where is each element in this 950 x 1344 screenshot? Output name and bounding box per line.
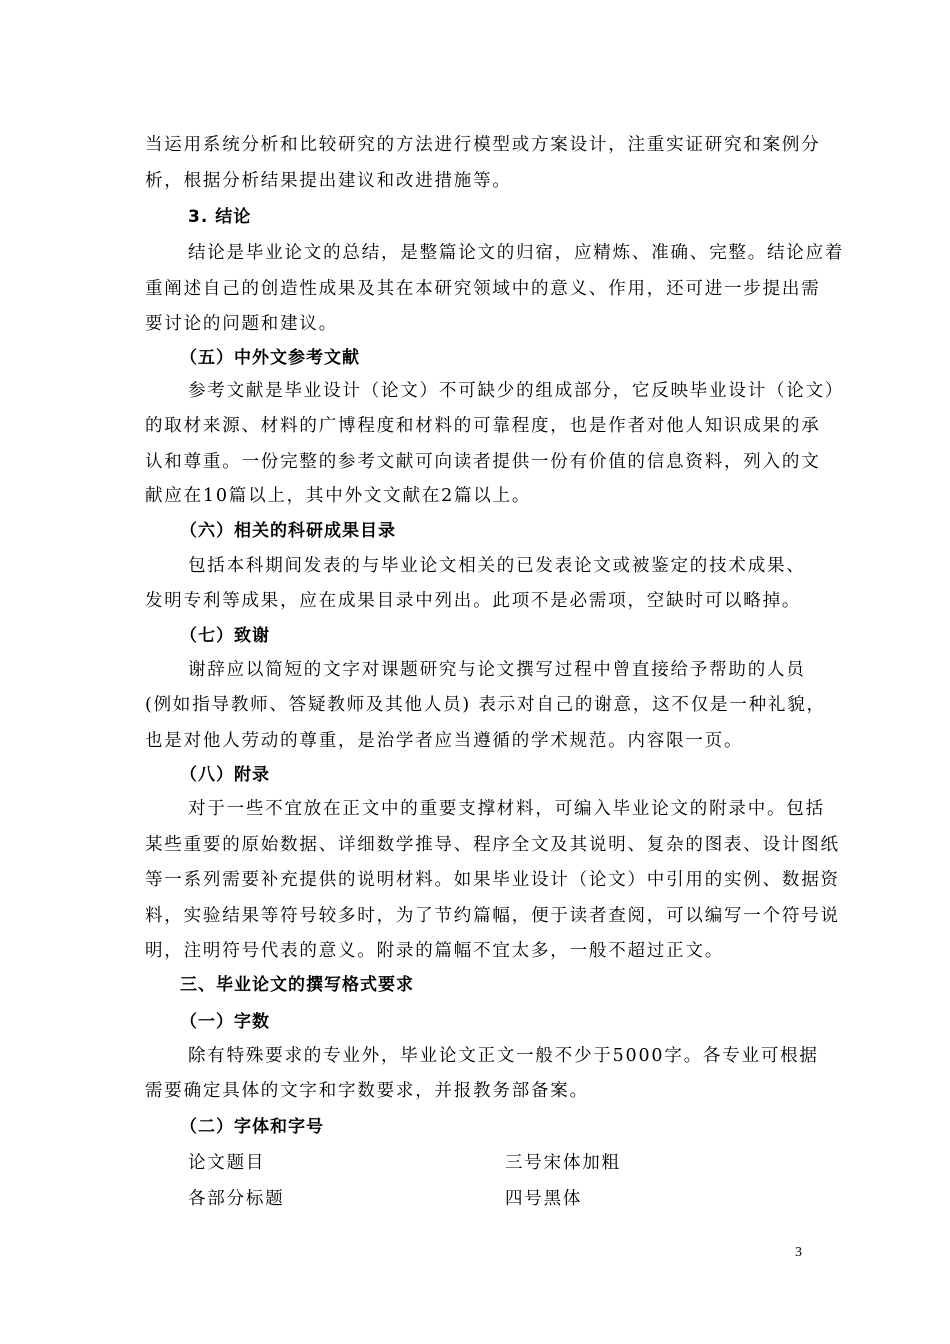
body-text-line: 等一系列需要补充提供的说明材料。如果毕业设计（论文）中引用的实例、数据资 <box>145 870 840 890</box>
body-text-line: 当运用系统分析和比较研究的方法进行模型或方案设计，注重实证研究和案例分 <box>145 135 821 155</box>
font-table-spec: 四号黑体 <box>505 1189 583 1209</box>
body-text-line: 也是对他人劳动的尊重，是治学者应当遵循的学术规范。内容限一页。 <box>145 731 744 751</box>
section-heading-references: （五）中外文参考文献 <box>180 348 360 368</box>
body-text-line: 认和尊重。一份完整的参考文献可向读者提供一份有价值的信息资料，列入的文 <box>145 452 821 472</box>
body-text-line: 献应在10篇以上，其中外文文献在2篇以上。 <box>145 486 532 506</box>
body-text-line: 谢辞应以简短的文字对课题研究与论文撰写过程中曾直接给予帮助的人员 <box>188 660 806 680</box>
page-number: 3 <box>795 1245 802 1260</box>
body-text-line: 明，注明符号代表的意义。附录的篇幅不宜太多，一般不超过正文。 <box>145 941 724 961</box>
body-text-line: 料，实验结果等符号较多时，为了节约篇幅，便于读者查阅，可以编写一个符号说 <box>145 906 840 926</box>
body-text-line: 包括本科期间发表的与毕业论文相关的已发表论文或被鉴定的技术成果、 <box>188 556 806 576</box>
font-table-item: 论文题目 <box>188 1153 266 1173</box>
body-text-line: 对于一些不宜放在正文中的重要支撑材料，可编入毕业论文的附录中。包括 <box>188 799 825 819</box>
body-text-line: 参考文献是毕业设计（论文）不可缺少的组成部分，它反映毕业设计（论文） <box>188 381 845 401</box>
font-table-item: 各部分标题 <box>188 1189 285 1209</box>
font-table-spec: 三号宋体加粗 <box>505 1153 621 1173</box>
section-heading-conclusion: 3. 结论 <box>188 207 252 227</box>
section-heading-thanks: （七）致谢 <box>180 626 270 646</box>
body-text-line: 的取材来源、材料的广博程度和材料的可靠程度，也是作者对他人知识成果的承 <box>145 416 821 436</box>
body-text-line: (例如指导教师、答疑教师及其他人员) 表示对自己的谢意，这不仅是一种礼貌， <box>145 695 826 715</box>
body-text-line: 发明专利等成果，应在成果目录中列出。此项不是必需项，空缺时可以略掉。 <box>145 591 802 611</box>
body-text-line: 某些重要的原始数据、详细数学推导、程序全文及其说明、复杂的图表、设计图纸 <box>145 835 840 855</box>
body-text-line: 除有特殊要求的专业外，毕业论文正文一般不少于5000字。各专业可根据 <box>188 1046 819 1066</box>
body-text-line: 要讨论的问题和建议。 <box>145 314 338 334</box>
body-text-line: 重阐述自己的创造性成果及其在本研究领域中的意义、作用，还可进一步提出需 <box>145 279 821 299</box>
section-heading-appendix: （八）附录 <box>180 765 270 785</box>
chapter-heading-format: 三、毕业论文的撰写格式要求 <box>180 975 414 995</box>
section-heading-word-count: （一）字数 <box>180 1012 270 1032</box>
body-text-line: 析，根据分析结果提出建议和改进措施等。 <box>145 171 512 191</box>
body-text-line: 结论是毕业论文的总结，是整篇论文的归宿，应精炼、准确、完整。结论应着 <box>188 243 845 263</box>
body-text-line: 需要确定具体的文字和字数要求，并报教务部备案。 <box>145 1081 589 1101</box>
section-heading-fonts: （二）字体和字号 <box>180 1117 324 1137</box>
section-heading-research: （六）相关的科研成果目录 <box>180 521 396 541</box>
